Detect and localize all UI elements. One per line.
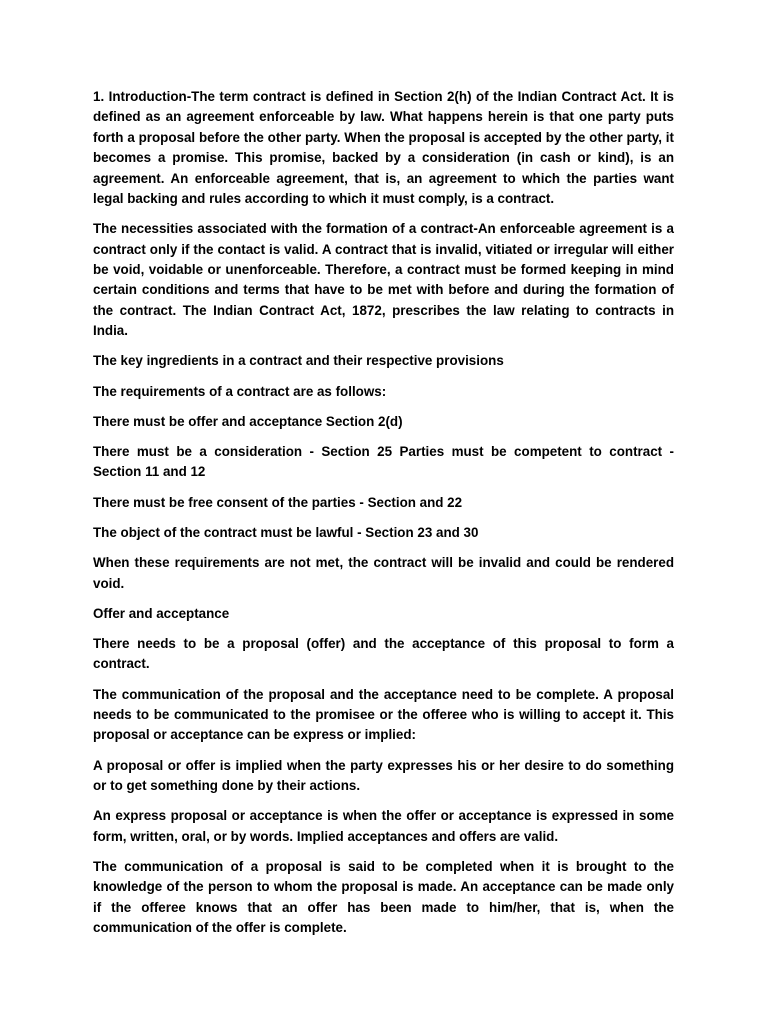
paragraph-requirements-not-met: When these requirements are not met, the contract will be invalid and could be rendered void. xyxy=(93,555,674,591)
paragraph-proposal-needed: There needs to be a proposal (offer) and the acceptance of this proposal to form a contract. xyxy=(93,635,674,672)
paragraph-requirements-intro: The requirements of a contract are as follows: xyxy=(93,383,387,399)
paragraph-offer-acceptance-req: There must be offer and acceptance Section 2(d) xyxy=(93,413,403,429)
paragraph-express-proposal: An express proposal or acceptance is when the offer or acceptance is expressed in some form, written, oral, or by words. Implied acceptances and offers are valid. xyxy=(93,808,674,844)
paragraph-introduction: 1. Introduction-The term contract is defined in Section 2(h) of the Indian Contract Act. It is defined as an agreement enforceable by law. What happens herein is that one party puts forth a proposal before the other party. When the proposal is accepted by the other party, it becomes a promise. This promise, backed by a consideration (in cash or kind), is an agreement. An enforceable agreement, that is, an agreement to which the parties want legal backing and rules according to which it must comply, is a contract. xyxy=(93,89,674,207)
document-body xyxy=(93,87,674,948)
heading-offer-and-acceptance: Offer and acceptance xyxy=(93,605,230,621)
paragraph-key-ingredients: The key ingredients in a contract and their respective provisions xyxy=(93,353,504,369)
paragraph-communication-complete: The communication of a proposal is said to be completed when it is brought to the knowledge of the person to whom the proposal is made. An acceptance can be made only if the offeree knows that an offer has been made to him/her, that is, when the communication of the offer is complete. xyxy=(93,858,674,935)
paragraph-necessities: The necessities associated with the formation of a contract-An enforceable agreement is a contract only if the contact is valid. A contract that is invalid, vitiated or irregular will either be void, voidable or unenforceable. Therefore, a contract must be formed keeping in mind certain conditions and terms that have to be met with before and during the formation of the contract. The Indian Contract Act, 1872, prescribes the law relating to contracts in India. xyxy=(93,221,674,339)
paragraph-consideration-req: There must be a consideration - Section 25 Parties must be competent to contract - Section 11 and 12 xyxy=(93,444,674,480)
paragraph-lawful-object-req: The object of the contract must be lawful - Section 23 and 30 xyxy=(93,524,479,540)
paragraph-implied-proposal: A proposal or offer is implied when the party expresses his or her desire to do something or to get something done by their actions. xyxy=(93,757,674,793)
paragraph-communication: The communication of the proposal and the acceptance need to be complete. A proposal needs to be communicated to the promisee or the offeree who is willing to accept it. This proposal or acceptance can be express or implied: xyxy=(93,686,674,743)
paragraph-free-consent-req: There must be free consent of the parties - Section and 22 xyxy=(93,494,463,510)
